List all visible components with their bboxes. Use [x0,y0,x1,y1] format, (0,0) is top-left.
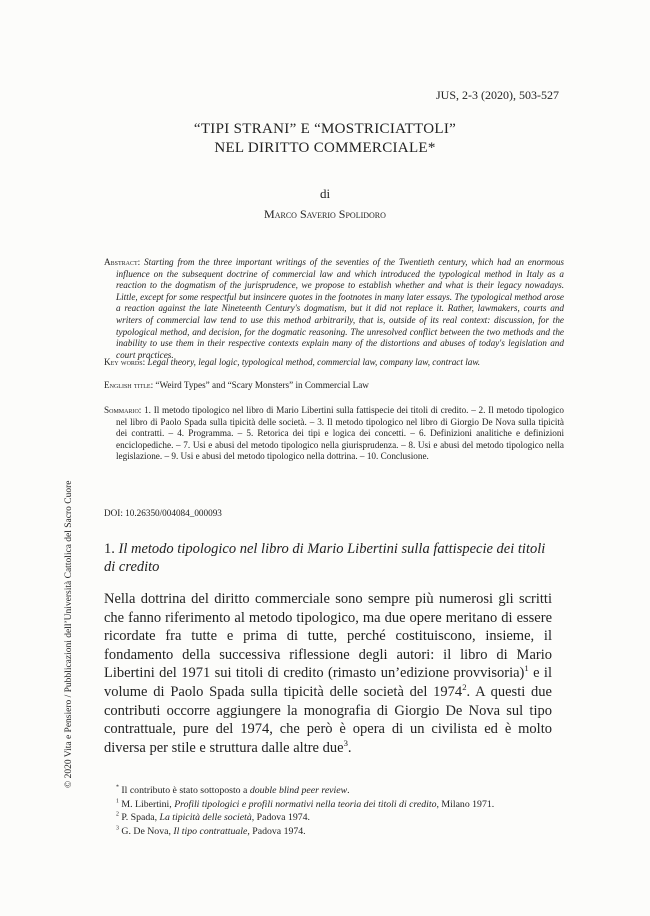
body-paragraph [104,590,552,757]
article-title [0,120,650,158]
section-number: 1. [104,541,115,557]
footnote [104,798,552,812]
footnote-text: . [347,785,350,796]
footnote-text: , Padova 1974. [251,812,310,824]
abstract [104,257,564,361]
body-text-1: Nella dottrina del diritto commerciale sono sempre più numerosi gli scritti che fanno riferimento al metodo tipologico, ma due opere meritano di essere ricordate fra tutte e prima di tutte, perché costituiscono, insieme, il fondamento della successiva riflessione degli autori: il libro di Mario Libertini del 1971 sui titoli di credito (rimasto un’edizione provvisoria) [104,591,552,682]
footnote-italic: Il tipo contrattuale [173,825,248,837]
footnote-mark: 3 [116,825,119,832]
by-label: di [319,186,331,201]
footnote-text: G. De Nova, [121,825,174,837]
body-text-3: . A questi due contributi occorre aggiungere la monografia di Giorgio De Nova sul tipo contrattuale, pure del 1974, che però è opera di un civilista ed è molto diversa per stile e struttura dalle altre due [104,683,552,756]
abstract-text: Starting from the three important writings of the seventies of the Twentieth century, which had an enormous influence on the subsequent doctrine of commercial law and which introduced the typological method in Italy as a reaction to the dogmatism of the jurisprudence, we propose to establish whether and what is their legacy nowadays. Little, except for some respectful but insincere quotes in the footnotes in many later essays. The typological method arose a reaction against the late Nineteenth Century's dogmatism, but it did not replace it. Rather, lawmakers, courts and writers of commercial law tend to use this method arbitrarily, that is, outside of its real context: discussion, for the typological method, and decision, for the dogmatic reasoning. The unresolved conflict between the two methods and the inability to use them in their respective contexts explain many of the distortions and abuses of today's legislation and court practices. [116,257,565,360]
footnote-mark: 1 [116,798,119,805]
footnote [104,784,552,798]
footnotes [104,784,552,838]
footnote [104,811,552,825]
footnote-ref-3[interactable]: 3 [343,737,348,748]
body-text-2: e il volume di Paolo Spada sulla tipicità delle società del 1974 [104,665,552,700]
footnote-mark: * [116,784,119,791]
copyright-side-note: © 2020 Vita e Pensiero / Pubblicazioni dell’Università Cattolica del Sacro Cuore [64,480,74,788]
summary-label: Sommario: [104,405,142,415]
section-heading [104,540,552,576]
keywords [104,357,564,369]
footnote-text: P. Spada, [121,812,160,824]
doi: DOI: 10.26350/004084_000093 [104,508,222,518]
summary [104,405,564,463]
footnote-ref-1[interactable]: 1 [524,663,529,674]
title-line-2: NEL DIRITTO COMMERCIALE* [214,140,436,156]
english-title [104,380,564,392]
title-line-1: “TIPI STRANI” E “MOSTRICIATTOLI” [193,121,457,137]
keywords-label: Key words: [104,357,146,367]
footnote-italic: La tipicità delle società [159,812,252,824]
abstract-label: Abstract: [104,257,141,267]
english-title-label: English title: [104,380,154,390]
footnote-text: , Milano 1971. [436,798,495,810]
body-text-4: . [347,739,352,756]
footnote [104,825,552,839]
footnote-text: M. Libertini, [121,798,175,810]
footnote-italic: double blind peer review [249,785,348,796]
footnote-text: Il contributo è stato sottoposto a [121,785,250,796]
footnote-text: , Padova 1974. [247,825,306,837]
english-title-text: “Weird Types” and “Scary Monsters” in Commercial Law [155,380,369,390]
author-name: Marco Saverio Spolidoro [264,207,386,221]
section-title: Il metodo tipologico nel libro di Mario Libertini sulla fattispecie dei titoli di credito [104,541,546,575]
footnote-italic: Profili tipologici e profili normativi nella teoria dei titoli di credito [174,798,437,810]
footnote-ref-2[interactable]: 2 [462,682,467,693]
footnote-mark: 2 [116,811,119,818]
journal-reference: JUS, 2-3 (2020), 503-527 [436,88,559,102]
keywords-text: Legal theory, legal logic, typological method, commercial law, company law, contract law. [147,357,481,367]
summary-text: 1. Il metodo tipologico nel libro di Mario Libertini sulla fattispecie dei titoli di credito. – 2. Il metodo tipologico nel libro di Paolo Spada sulla tipicità delle società. – 3. Il metodo tipologico nel libro di Giorgio De Nova sulla tipicità dei contratti. – 4. Programma. – 5. Retorica dei tipi e logica dei concetti. – 6. Definizioni analitiche e definizioni enciclopediche. – 7. Usi e abusi del metodo tipologico nella giurisprudenza. – 8. Usi e abusi del metodo tipologico nella legislazione. – 9. Usi e abusi del metodo tipologico nella dottrina. – 10. Conclusione. [116,405,565,462]
